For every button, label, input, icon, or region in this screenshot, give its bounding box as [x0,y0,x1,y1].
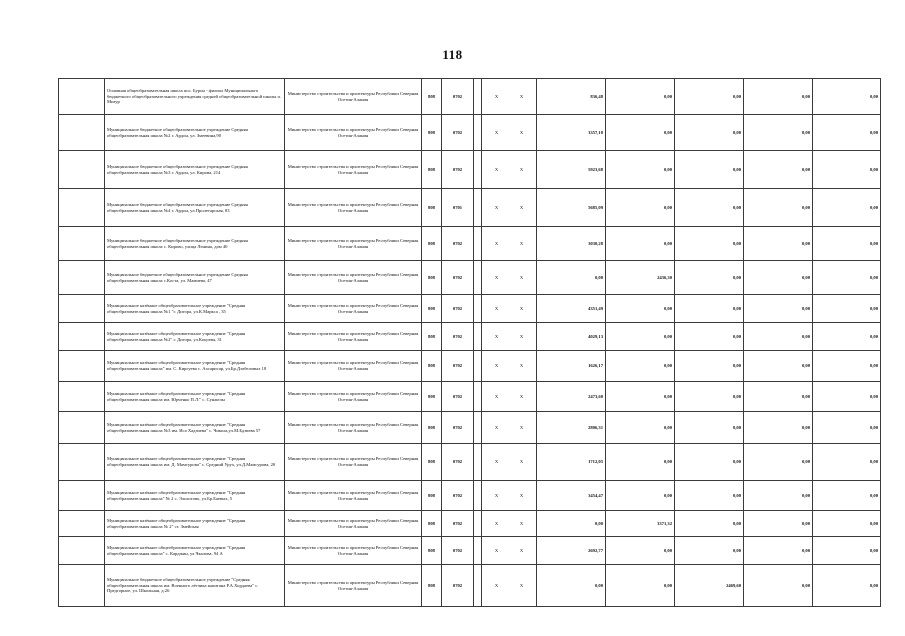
marker-x: X [494,274,499,280]
marker-cell [482,382,537,412]
department-code-cell: 808 [422,189,442,227]
ministry-cell: Министерство строительства и архитектуры Республики Северная Осетия-Алания [285,227,422,261]
amount-cell: 2806,31 [537,412,606,444]
institution-cell: Основная общеобразовательная школа пос. Бурон - филиал Муниципального бюджетного общеобразовательного учреждения средней общеобразовательной школы п. Мизур [105,79,285,115]
table-row [59,537,881,565]
table-row [59,481,881,511]
amount-cell: 5685,09 [537,189,606,227]
amount-cell: 3357,10 [537,115,606,151]
marker-x: X [494,204,499,210]
marker-x: X [494,363,499,369]
marker-x: X [494,93,499,99]
spacer-cell [474,189,482,227]
marker-x: X [494,459,499,465]
amount-cell: 0,00 [744,151,813,189]
marker-cell [482,115,537,151]
institution-cell: Муниципальное казённое общеобразовательное учреждение "Средняя общеобразовательная школа им. Юрченко П.Л." с. Сунжелы [105,382,285,412]
amount-cell: 2469,60 [675,565,744,607]
amount-cell: 0,00 [675,189,744,227]
amount-cell: 0,00 [744,351,813,382]
ministry-cell: Министерство строительства и архитектуры Республики Северная Осетия-Алания [285,189,422,227]
marker-cell [482,151,537,189]
marker-x: X [519,129,524,135]
row-number-cell [59,115,105,151]
budget-table [58,78,881,607]
spacer-cell [474,481,482,511]
amount-cell: 0,00 [813,295,881,323]
ministry-cell: Министерство строительства и архитектуры Республики Северная Осетия-Алания [285,151,422,189]
marker-x: X [494,305,499,311]
amount-cell: 0,00 [813,351,881,382]
amount-cell: 1626,17 [537,351,606,382]
department-code-cell: 808 [422,323,442,351]
row-number-cell [59,412,105,444]
amount-cell: 0,00 [744,79,813,115]
marker-x: X [519,274,524,280]
marker-x: X [494,547,499,553]
amount-cell: 0,00 [537,511,606,537]
spacer-cell [474,565,482,607]
amount-cell: 0,00 [606,151,675,189]
institution-cell: Муниципальное бюджетное общеобразовательное учреждение "Средняя общеобразовательная школа им. Военного лётчика капитана Р.А.Хордаева" с. Предгорное, ул. Школьная, д.26 [105,565,285,607]
amount-cell: 0,00 [813,444,881,481]
section-code-cell: 0702 [442,115,474,151]
amount-cell: 0,00 [675,151,744,189]
amount-cell: 0,00 [744,565,813,607]
amount-cell: 0,00 [744,481,813,511]
spacer-cell [474,115,482,151]
amount-cell: 4351,49 [537,295,606,323]
amount-cell: 0,00 [606,444,675,481]
marker-x: X [519,240,524,246]
amount-cell: 0,00 [813,481,881,511]
amount-cell: 0,00 [744,511,813,537]
amount-cell: 1712,05 [537,444,606,481]
department-code-cell: 808 [422,511,442,537]
table-row [59,351,881,382]
row-number-cell [59,261,105,295]
marker-x: X [519,582,524,588]
marker-cell [482,511,537,537]
ministry-cell: Министерство строительства и архитектуры Республики Северная Осетия-Алания [285,261,422,295]
ministry-cell: Министерство строительства и архитектуры Республики Северная Осетия-Алания [285,295,422,323]
marker-x: X [519,520,524,526]
amount-cell: 0,00 [537,261,606,295]
marker-cell [482,227,537,261]
ministry-cell: Министерство строительства и архитектуры Республики Северная Осетия-Алания [285,79,422,115]
amount-cell: 0,00 [675,444,744,481]
department-code-cell: 808 [422,295,442,323]
institution-cell: Муниципальное бюджетное общеобразовательное учреждение Средняя общеобразовательная школа №4 г. Ардон, ул.Пролетарская, 83 [105,189,285,227]
row-number-cell [59,79,105,115]
row-number-cell [59,444,105,481]
department-code-cell: 808 [422,481,442,511]
marker-x: X [519,204,524,210]
marker-cell [482,323,537,351]
marker-x: X [519,333,524,339]
table-row [59,115,881,151]
row-number-cell [59,537,105,565]
row-number-cell [59,382,105,412]
ministry-cell: Министерство строительства и архитектуры Республики Северная Осетия-Алания [285,351,422,382]
section-code-cell: 0702 [442,323,474,351]
marker-cell [482,351,537,382]
amount-cell: 4029,13 [537,323,606,351]
marker-x: X [519,166,524,172]
spacer-cell [474,227,482,261]
row-number-cell [59,227,105,261]
marker-x: X [494,393,499,399]
table-row [59,412,881,444]
section-code-cell: 0702 [442,565,474,607]
spacer-cell [474,537,482,565]
marker-cell [482,189,537,227]
marker-cell [482,565,537,607]
amount-cell: 0,00 [675,115,744,151]
section-code-cell: 0702 [442,227,474,261]
marker-cell [482,295,537,323]
table-row [59,295,881,323]
institution-cell: Муниципальное казённое общеобразовательное учреждение "Средняя общеобразовательная школа" им. С. Киргуева с. Ахсарисар, ул.Бр.Дзабеловых 18 [105,351,285,382]
ministry-cell: Министерство строительства и архитектуры Республики Северная Осетия-Алания [285,511,422,537]
amount-cell: 0,00 [744,323,813,351]
amount-cell: 0,00 [744,382,813,412]
marker-cell [482,412,537,444]
amount-cell: 3371,32 [606,511,675,537]
institution-cell: Муниципальное казённое общеобразовательное учреждение "Средняя общеобразовательная школа №1 "г. Дигора, ул.К.Маркса , 35 [105,295,285,323]
section-code-cell: 0701 [442,189,474,227]
marker-x: X [494,333,499,339]
marker-cell [482,79,537,115]
row-number-cell [59,481,105,511]
institution-cell: Муниципальное казённое общеобразовательное учреждение "Средняя общеобразовательная школа №2" г. Дигора, ул.Коцоева, 31 [105,323,285,351]
row-number-cell [59,511,105,537]
amount-cell: 2692,77 [537,537,606,565]
amount-cell: 0,00 [813,565,881,607]
department-code-cell: 808 [422,412,442,444]
amount-cell: 3454,47 [537,481,606,511]
marker-x: X [494,240,499,246]
amount-cell: 0,00 [675,351,744,382]
amount-cell: 0,00 [744,261,813,295]
amount-cell: 0,00 [744,412,813,444]
marker-x: X [494,166,499,172]
marker-x: X [519,492,524,498]
row-number-cell [59,351,105,382]
ministry-cell: Министерство строительства и архитектуры Республики Северная Осетия-Алания [285,323,422,351]
table-row [59,261,881,295]
section-code-cell: 0702 [442,151,474,189]
amount-cell: 2473,60 [537,382,606,412]
ministry-cell: Министерство строительства и архитектуры Республики Северная Осетия-Алания [285,412,422,444]
amount-cell: 836,48 [537,79,606,115]
marker-x: X [519,305,524,311]
spacer-cell [474,295,482,323]
marker-cell [482,481,537,511]
ministry-cell: Министерство строительства и архитектуры Республики Северная Осетия-Алания [285,537,422,565]
amount-cell: 0,00 [675,511,744,537]
row-number-cell [59,295,105,323]
institution-cell: Муниципальное бюджетное общеобразовательное учреждение Средняя общеобразовательная школа №2 г. Ардон, ул. Змеевина,90 [105,115,285,151]
marker-x: X [494,582,499,588]
section-code-cell: 0702 [442,481,474,511]
section-code-cell: 0702 [442,444,474,481]
table-row [59,382,881,412]
department-code-cell: 808 [422,115,442,151]
marker-x: X [494,424,499,430]
amount-cell: 0,00 [744,115,813,151]
marker-x: X [519,459,524,465]
amount-cell: 0,00 [744,295,813,323]
department-code-cell: 808 [422,444,442,481]
amount-cell: 0,00 [813,79,881,115]
amount-cell: 0,00 [606,227,675,261]
amount-cell: 0,00 [813,382,881,412]
amount-cell: 5923,68 [537,151,606,189]
amount-cell: 0,00 [744,444,813,481]
amount-cell: 0,00 [606,412,675,444]
amount-cell: 0,00 [813,151,881,189]
table-row [59,444,881,481]
amount-cell: 0,00 [813,261,881,295]
amount-cell: 0,00 [606,323,675,351]
ministry-cell: Министерство строительства и архитектуры Республики Северная Осетия-Алания [285,382,422,412]
department-code-cell: 808 [422,79,442,115]
spacer-cell [474,382,482,412]
institution-cell: Муниципальное бюджетное общеобразовательное учреждение Средняя общеобразовательная школа №3 г. Ардон, ул. Кирова, 214 [105,151,285,189]
spacer-cell [474,351,482,382]
row-number-cell [59,151,105,189]
table-row [59,323,881,351]
department-code-cell: 808 [422,227,442,261]
amount-cell: 0,00 [675,227,744,261]
section-code-cell: 0702 [442,537,474,565]
marker-cell [482,537,537,565]
marker-x: X [519,93,524,99]
department-code-cell: 808 [422,351,442,382]
table-row [59,511,881,537]
spacer-cell [474,261,482,295]
amount-cell: 0,00 [606,481,675,511]
amount-cell: 0,00 [813,511,881,537]
institution-cell: Муниципальное казённое общеобразовательное учреждение "Средняя общеобразовательная школа № 2" ст. Змейская [105,511,285,537]
institution-cell: Муниципальное бюджетное общеобразовательное учреждение Средняя общеобразовательная школа с. Кирово, улица Ленина, дом 40 [105,227,285,261]
amount-cell: 0,00 [675,79,744,115]
row-number-cell [59,565,105,607]
section-code-cell: 0702 [442,79,474,115]
amount-cell: 2436,30 [606,261,675,295]
amount-cell: 0,00 [606,565,675,607]
institution-cell: Муниципальное казённое общеобразовательное учреждение "Средняя общеобразовательная школа" № 2 с. Эльхотово, ул.Бр.Баевых, 5 [105,481,285,511]
marker-x: X [519,424,524,430]
spacer-cell [474,444,482,481]
table-row [59,151,881,189]
amount-cell: 0,00 [675,481,744,511]
section-code-cell: 0702 [442,351,474,382]
amount-cell: 0,00 [813,227,881,261]
row-number-cell [59,323,105,351]
department-code-cell: 808 [422,565,442,607]
ministry-cell: Министерство строительства и архитектуры Республики Северная Осетия-Алания [285,444,422,481]
section-code-cell: 0702 [442,295,474,323]
section-code-cell: 0702 [442,511,474,537]
marker-x: X [494,129,499,135]
institution-cell: Муниципальное бюджетное общеобразовательное учреждение Средняя общеобразовательная школа с.Коста, ул. Мамиева, 47 [105,261,285,295]
marker-cell [482,261,537,295]
department-code-cell: 808 [422,261,442,295]
amount-cell: 0,00 [675,323,744,351]
page-number: 118 [442,47,463,62]
amount-cell: 0,00 [744,189,813,227]
department-code-cell: 808 [422,537,442,565]
amount-cell: 3030,28 [537,227,606,261]
amount-cell: 0,00 [606,537,675,565]
amount-cell: 0,00 [813,412,881,444]
amount-cell: 0,00 [813,115,881,151]
amount-cell: 0,00 [744,227,813,261]
amount-cell: 0,00 [813,189,881,227]
spacer-cell [474,511,482,537]
amount-cell: 0,00 [675,382,744,412]
spacer-cell [474,79,482,115]
marker-x: X [494,492,499,498]
institution-cell: Муниципальное казённое общеобразовательное учреждение "Средняя общеобразовательная школа им. Д. Мамсурова" с. Средний Урух, ул.Д.Мамсурова, 20 [105,444,285,481]
institution-cell: Муниципальное казённое общеобразовательное учреждение "Средняя общеобразовательная школа №3 им. Иса Хадзиева" с. Чикола,ул.М.Бдзиева 57 [105,412,285,444]
section-code-cell: 0702 [442,412,474,444]
amount-cell: 0,00 [675,261,744,295]
amount-cell: 0,00 [606,115,675,151]
amount-cell: 0,00 [813,323,881,351]
ministry-cell: Министерство строительства и архитектуры Республики Северная Осетия-Алания [285,115,422,151]
marker-x: X [519,393,524,399]
section-code-cell: 0702 [442,261,474,295]
amount-cell: 0,00 [606,79,675,115]
department-code-cell: 808 [422,382,442,412]
amount-cell: 0,00 [675,537,744,565]
section-code-cell: 0702 [442,382,474,412]
marker-x: X [519,547,524,553]
ministry-cell: Министерство строительства и архитектуры Республики Северная Осетия-Алания [285,481,422,511]
department-code-cell: 808 [422,151,442,189]
table-row [59,227,881,261]
row-number-cell [59,189,105,227]
amount-cell: 0,00 [675,295,744,323]
table-row [59,189,881,227]
amount-cell: 0,00 [675,412,744,444]
amount-cell: 0,00 [606,351,675,382]
amount-cell: 0,00 [537,565,606,607]
table-row [59,79,881,115]
spacer-cell [474,151,482,189]
amount-cell: 0,00 [813,537,881,565]
institution-cell: Муниципальное казённое общеобразовательное учреждение "Средняя общеобразовательная школа" с. Карджин, ул.Чкалова, 94 А [105,537,285,565]
marker-cell [482,444,537,481]
amount-cell: 0,00 [744,537,813,565]
amount-cell: 0,00 [606,295,675,323]
spacer-cell [474,323,482,351]
spacer-cell [474,412,482,444]
marker-x: X [519,363,524,369]
table-row [59,565,881,607]
marker-x: X [494,520,499,526]
amount-cell: 0,00 [606,189,675,227]
amount-cell: 0,00 [606,382,675,412]
ministry-cell: Министерство строительства и архитектуры Республики Северная Осетия-Алания [285,565,422,607]
